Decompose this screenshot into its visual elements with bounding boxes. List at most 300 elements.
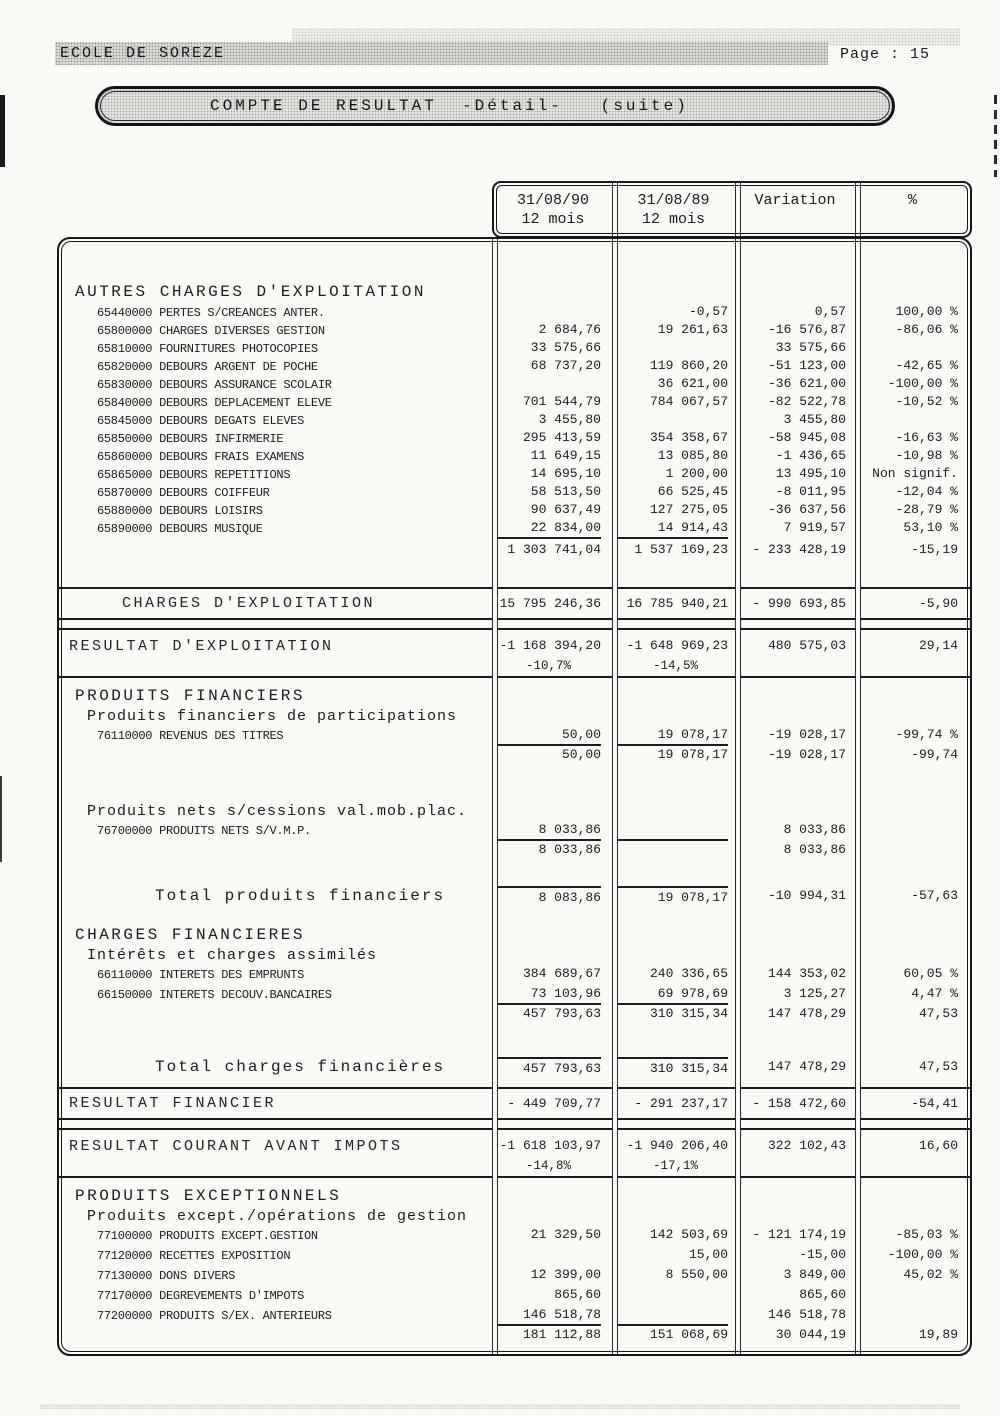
amount-value: -5,90 <box>918 595 958 611</box>
amount-cell <box>612 448 735 464</box>
scan-artifact <box>40 1404 960 1409</box>
percent-subvalue: -10,7% <box>525 659 571 673</box>
amount-value: -1 940 206,40 <box>626 1138 728 1153</box>
column-divider <box>855 183 861 236</box>
report-title: COMPTE DE RESULTAT -Détail- (suite) <box>210 97 689 115</box>
amount-cell <box>855 502 970 518</box>
amount-cell <box>492 322 612 338</box>
amount-value: 15,00 <box>688 1247 728 1262</box>
amount-value: 127 275,05 <box>649 502 728 517</box>
amount-value: 33 575,66 <box>530 340 601 355</box>
amount-value: 8 033,86 <box>538 842 601 857</box>
amount-value: 240 336,65 <box>649 966 728 981</box>
table-row <box>59 1327 970 1345</box>
amount-cell <box>735 1006 855 1022</box>
amount-cell <box>855 304 970 320</box>
amount-value: 1 303 741,04 <box>507 542 601 557</box>
amount-cell <box>735 630 855 654</box>
row-label: PRODUITS EXCEPTIONNELS <box>75 1187 342 1205</box>
amount-cell <box>735 322 855 338</box>
row-label: RESULTAT D'EXPLOITATION <box>69 638 334 655</box>
amount-value: 50,00 <box>561 747 601 762</box>
amount-value: 144 353,02 <box>767 966 846 981</box>
amount-cell <box>855 966 970 982</box>
amount-cell <box>492 448 612 464</box>
amount-cell <box>855 1267 970 1283</box>
row-label: PRODUITS FINANCIERS <box>75 687 305 705</box>
amount-cell <box>735 1267 855 1283</box>
amount-value: 0,57 <box>814 304 846 319</box>
percent-subvalue: -17,1% <box>652 1159 698 1173</box>
row-label: 65840000 DEBOURS DEPLACEMENT ELEVE <box>97 396 332 410</box>
table-row <box>59 1006 970 1024</box>
row-gap <box>59 860 970 883</box>
amount-value <box>618 1307 728 1326</box>
amount-cell <box>735 448 855 464</box>
amount-value: -54,41 <box>911 1095 958 1111</box>
amount-cell <box>735 986 855 1002</box>
table-row <box>59 466 970 484</box>
amount-value: -86,06 % <box>895 322 958 337</box>
amount-cell <box>735 304 855 320</box>
amount-cell <box>855 630 970 654</box>
amount-value: 354 358,67 <box>649 430 728 445</box>
row-gap <box>59 765 970 803</box>
amount-cell <box>735 727 855 743</box>
table-row <box>59 376 970 394</box>
row-label: CHARGES FINANCIERES <box>75 926 305 944</box>
amount-value <box>618 822 728 841</box>
amount-value: 53,10 % <box>903 520 958 535</box>
table-row <box>59 520 970 538</box>
amount-value: -57,63 <box>911 888 958 903</box>
row-label: CHARGES D'EXPLOITATION <box>122 595 376 612</box>
amount-cell <box>492 747 612 763</box>
amount-value: -15,00 <box>799 1247 846 1262</box>
row-label: 65880000 DEBOURS LOISIRS <box>97 504 263 518</box>
amount-value: -10,52 % <box>895 394 958 409</box>
table-row <box>59 1247 970 1267</box>
amount-value: 58 513,50 <box>530 484 601 499</box>
amount-value: 384 689,67 <box>522 966 601 981</box>
amount-cell <box>492 1287 612 1303</box>
row-label: Produits except./opérations de gestion <box>87 1208 468 1225</box>
amount-value: 181 112,88 <box>522 1327 601 1342</box>
amount-value: 151 068,69 <box>649 1327 728 1342</box>
amount-value: -28,79 % <box>895 502 958 517</box>
amount-cell <box>612 630 735 674</box>
amount-value: -1 168 394,20 <box>499 638 601 653</box>
table-row <box>59 430 970 448</box>
amount-cell <box>855 1096 970 1112</box>
amount-value: 8 550,00 <box>665 1267 728 1282</box>
amount-cell <box>492 1057 612 1077</box>
amount-cell <box>612 596 735 612</box>
amount-value: 14 914,43 <box>618 520 728 539</box>
table-row <box>59 304 970 322</box>
amount-value: 310 315,34 <box>649 1006 728 1021</box>
amount-cell <box>735 376 855 392</box>
column-header-period-1989 <box>612 183 735 236</box>
amount-cell <box>735 394 855 410</box>
amount-cell <box>735 966 855 982</box>
row-label: 76700000 PRODUITS NETS S/V.M.P. <box>97 824 311 838</box>
amount-cell <box>735 340 855 356</box>
row-gap <box>59 1120 970 1128</box>
row-label: 65440000 PERTES S/CREANCES ANTER. <box>97 306 325 320</box>
amount-cell <box>612 1267 735 1283</box>
table-row <box>59 542 970 560</box>
amount-cell <box>855 484 970 500</box>
table-row <box>59 708 970 727</box>
amount-value: -1 648 969,23 <box>626 638 728 653</box>
amount-value: -51 123,00 <box>767 358 846 373</box>
amount-value: 19 078,17 <box>618 727 728 746</box>
amount-cell <box>492 630 612 674</box>
table-row <box>59 502 970 520</box>
table-row <box>59 986 970 1006</box>
amount-value: 457 793,63 <box>522 1006 601 1021</box>
row-label: 77100000 PRODUITS EXCEPT.GESTION <box>97 1229 318 1243</box>
table-row <box>59 1307 970 1327</box>
amount-value: 4,47 % <box>911 986 958 1001</box>
amount-cell <box>492 1267 612 1283</box>
amount-value: 2 684,76 <box>538 322 601 337</box>
amount-cell <box>735 822 855 838</box>
amount-value: 3 455,80 <box>538 412 601 427</box>
amount-value: 865,60 <box>799 1287 846 1302</box>
amount-cell <box>735 747 855 763</box>
row-label: 65860000 DEBOURS FRAIS EXAMENS <box>97 450 305 464</box>
table-row <box>59 687 970 708</box>
row-label: Intérêts et charges assimilés <box>87 947 378 964</box>
amount-value: 146 518,78 <box>498 1307 601 1326</box>
amount-cell <box>492 484 612 500</box>
amount-cell <box>855 1247 970 1263</box>
row-label: AUTRES CHARGES D'EXPLOITATION <box>75 283 426 301</box>
row-label: 65810000 FOURNITURES PHOTOCOPIES <box>97 342 318 356</box>
amount-cell <box>612 376 735 392</box>
amount-value: 33 575,66 <box>775 340 846 355</box>
amount-value: 784 067,57 <box>649 394 728 409</box>
amount-cell <box>612 1247 735 1263</box>
amount-cell <box>735 1130 855 1154</box>
row-gap <box>59 620 970 628</box>
amount-cell <box>735 430 855 446</box>
amount-value: 16 785 940,21 <box>626 595 728 611</box>
amount-value: -1 618 103,97 <box>499 1138 601 1153</box>
amount-value: 8 083,86 <box>498 886 601 906</box>
amount-value: -10,98 % <box>895 448 958 463</box>
amount-cell <box>492 520 612 539</box>
table-row <box>59 448 970 466</box>
table-row <box>59 394 970 412</box>
amount-cell <box>735 1059 855 1075</box>
amount-cell <box>612 304 735 320</box>
column-header-variation <box>735 183 855 236</box>
amount-value: 47,53 <box>918 1059 958 1074</box>
amount-value: 21 329,50 <box>530 1227 601 1242</box>
amount-value: 19 078,17 <box>657 747 728 762</box>
amount-cell <box>612 1006 735 1022</box>
amount-cell <box>855 986 970 1002</box>
amount-cell <box>735 1307 855 1323</box>
amount-cell <box>492 886 612 906</box>
table-row <box>59 283 970 304</box>
amount-cell <box>492 822 612 841</box>
header-bar <box>55 42 828 65</box>
amount-value: 3 125,27 <box>783 986 846 1001</box>
amount-cell <box>735 842 855 858</box>
amount-value: 45,02 % <box>903 1267 958 1282</box>
amount-value: 457 793,63 <box>498 1057 601 1077</box>
amount-value: 69 978,69 <box>618 986 728 1005</box>
amount-cell <box>855 542 970 558</box>
percent-subvalue: -14,5% <box>652 659 698 673</box>
amount-value: 50,00 <box>498 727 601 746</box>
table-row <box>59 1287 970 1307</box>
row-label: RESULTAT COURANT AVANT IMPOTS <box>69 1138 403 1155</box>
amount-cell <box>735 1096 855 1112</box>
table-row <box>59 822 970 842</box>
amount-value: -16,63 % <box>895 430 958 445</box>
amount-cell <box>612 322 735 338</box>
amount-cell <box>492 466 612 482</box>
row-gap <box>59 678 970 687</box>
amount-cell <box>612 542 735 558</box>
amount-value: -100,00 % <box>887 1247 958 1262</box>
row-label: Total charges financières <box>155 1058 446 1076</box>
amount-value: 11 649,15 <box>530 448 601 463</box>
scan-artifact <box>994 95 997 177</box>
amount-cell <box>735 1247 855 1263</box>
column-header-period-1990 <box>494 183 612 236</box>
amount-value: 12 399,00 <box>530 1267 601 1282</box>
amount-value: 1 537 169,23 <box>634 542 728 557</box>
amount-cell <box>855 1227 970 1243</box>
amount-value: 90 637,49 <box>530 502 601 517</box>
amount-cell <box>492 596 612 612</box>
amount-value: 147 478,29 <box>767 1059 846 1074</box>
amount-value: - 121 174,19 <box>752 1227 846 1242</box>
amount-value: Non signif. <box>872 466 958 481</box>
amount-value: -99,74 % <box>895 727 958 742</box>
table-row <box>59 803 970 822</box>
amount-value: -8 011,95 <box>775 484 846 499</box>
income-statement-table <box>57 237 972 1356</box>
amount-value: 865,60 <box>554 1287 601 1302</box>
amount-value: 310 315,34 <box>618 1057 728 1077</box>
row-gap <box>59 560 970 587</box>
amount-cell <box>735 484 855 500</box>
amount-cell <box>735 596 855 612</box>
amount-value: - 449 709,77 <box>507 1095 601 1111</box>
amount-value: 8 033,86 <box>498 822 601 841</box>
row-gap <box>59 239 970 283</box>
column-header-line: 12 mois <box>641 211 705 228</box>
amount-value: 8 033,86 <box>783 842 846 857</box>
amount-value: 36 621,00 <box>657 376 728 391</box>
column-headers <box>492 181 972 238</box>
table-row <box>59 842 970 860</box>
table-row <box>59 947 970 966</box>
row-label: RESULTAT FINANCIER <box>69 1095 277 1112</box>
table-row <box>59 1208 970 1227</box>
scan-artifact <box>0 95 5 167</box>
column-header-line: 31/08/89 <box>637 192 710 209</box>
amount-cell <box>855 727 970 743</box>
amount-cell <box>612 394 735 410</box>
amount-cell <box>612 1096 735 1112</box>
amount-cell <box>612 466 735 482</box>
amount-value: 146 518,78 <box>767 1307 846 1322</box>
amount-cell <box>612 966 735 982</box>
amount-cell <box>612 986 735 1005</box>
amount-value: -19 028,17 <box>767 727 846 742</box>
school-name: ECOLE DE SOREZE <box>60 45 226 62</box>
amount-cell <box>492 412 612 428</box>
amount-value: -100,00 % <box>887 376 958 391</box>
amount-value: 3 455,80 <box>783 412 846 427</box>
row-gap <box>59 1080 970 1087</box>
amount-value: 16,60 <box>918 1138 958 1153</box>
amount-value: 30 044,19 <box>775 1327 846 1342</box>
amount-cell <box>735 888 855 904</box>
amount-value: 29,14 <box>918 638 958 653</box>
amount-cell <box>735 520 855 536</box>
amount-cell <box>492 727 612 746</box>
amount-value: -36 637,56 <box>767 502 846 517</box>
column-header-line: % <box>907 192 917 209</box>
column-divider <box>612 183 618 236</box>
column-header-cells <box>494 183 970 236</box>
amount-cell <box>492 1327 612 1343</box>
row-label: 77130000 DONS DIVERS <box>97 1269 236 1283</box>
column-header-line: 12 mois <box>521 211 585 228</box>
amount-cell <box>492 1307 612 1326</box>
table-row <box>59 1227 970 1247</box>
amount-value: -19 028,17 <box>767 747 846 762</box>
percent-subvalue: -14,8% <box>525 1159 571 1173</box>
row-label: 66110000 INTERETS DES EMPRUNTS <box>97 968 305 982</box>
amount-cell <box>612 727 735 746</box>
amount-cell <box>492 1227 612 1243</box>
amount-value: 73 103,96 <box>498 986 601 1005</box>
amount-cell <box>855 1059 970 1075</box>
amount-cell <box>855 430 970 446</box>
title-banner <box>95 86 895 126</box>
amount-cell <box>492 966 612 982</box>
summary-band-row <box>59 628 970 678</box>
amount-cell <box>612 886 735 906</box>
amount-cell <box>612 1307 735 1326</box>
table-row <box>59 727 970 747</box>
amount-value: -10 994,31 <box>767 888 846 903</box>
amount-value: 100,00 % <box>895 304 958 319</box>
table-row <box>59 1267 970 1287</box>
table-row <box>59 966 970 986</box>
table-row <box>59 1187 970 1208</box>
amount-value: -36 621,00 <box>767 376 846 391</box>
table-row <box>59 484 970 502</box>
amount-cell <box>855 1130 970 1154</box>
row-label: Produits financiers de participations <box>87 708 458 725</box>
amount-cell <box>735 502 855 518</box>
amount-cell <box>492 430 612 446</box>
amount-cell <box>612 430 735 446</box>
amount-value: - 158 472,60 <box>752 1095 846 1111</box>
amount-cell <box>492 542 612 558</box>
row-label: Total produits financiers <box>155 887 446 905</box>
table-rows <box>59 239 970 1354</box>
amount-value: 8 033,86 <box>783 822 846 837</box>
table-row <box>59 358 970 376</box>
amount-value: -12,04 % <box>895 484 958 499</box>
amount-cell <box>492 358 612 374</box>
column-header-line: Variation <box>754 192 836 209</box>
amount-cell <box>612 520 735 539</box>
amount-cell <box>612 1057 735 1077</box>
row-label: 65800000 CHARGES DIVERSES GESTION <box>97 324 325 338</box>
row-label: 65870000 DEBOURS COIFFEUR <box>97 486 270 500</box>
row-label: 76110000 REVENUS DES TITRES <box>97 729 284 743</box>
amount-cell <box>855 358 970 374</box>
amount-cell <box>735 542 855 558</box>
amount-cell <box>855 1006 970 1022</box>
amount-cell <box>855 466 970 482</box>
amount-cell <box>735 466 855 482</box>
amount-cell <box>492 1006 612 1022</box>
row-label: 65845000 DEBOURS DEGATS ELEVES <box>97 414 305 428</box>
amount-cell <box>612 1130 735 1174</box>
amount-value: 1 200,00 <box>665 466 728 481</box>
page-number: Page : 15 <box>840 46 931 63</box>
column-divider <box>855 239 861 1354</box>
column-divider <box>612 239 618 1354</box>
row-label: 65820000 DEBOURS ARGENT DE POCHE <box>97 360 318 374</box>
amount-cell <box>612 484 735 500</box>
amount-value: - 233 428,19 <box>752 542 846 557</box>
amount-value: 701 544,79 <box>522 394 601 409</box>
amount-value: 66 525,45 <box>657 484 728 499</box>
row-label: 65850000 DEBOURS INFIRMERIE <box>97 432 284 446</box>
amount-cell <box>612 822 735 841</box>
summary-band-row <box>59 1128 970 1178</box>
amount-value: - 291 237,17 <box>634 1095 728 1111</box>
amount-cell <box>735 1227 855 1243</box>
amount-cell <box>735 1287 855 1303</box>
amount-value: 142 503,69 <box>649 1227 728 1242</box>
table-row <box>59 340 970 358</box>
row-label: 66150000 INTERETS DECOUV.BANCAIRES <box>97 988 332 1002</box>
amount-cell <box>855 322 970 338</box>
amount-cell <box>492 394 612 410</box>
amount-cell <box>492 1130 612 1174</box>
amount-value: 60,05 % <box>903 966 958 981</box>
amount-value: 7 919,57 <box>783 520 846 535</box>
scan-artifact <box>0 776 2 862</box>
amount-cell <box>612 747 735 763</box>
amount-cell <box>612 358 735 374</box>
amount-cell <box>855 520 970 536</box>
amount-value: 19 261,63 <box>657 322 728 337</box>
row-gap <box>59 1024 970 1054</box>
amount-value: 13 085,80 <box>657 448 728 463</box>
amount-cell <box>855 448 970 464</box>
row-label: 65890000 DEBOURS MUSIQUE <box>97 522 263 536</box>
amount-cell <box>492 502 612 518</box>
summary-band-row <box>59 1087 970 1120</box>
